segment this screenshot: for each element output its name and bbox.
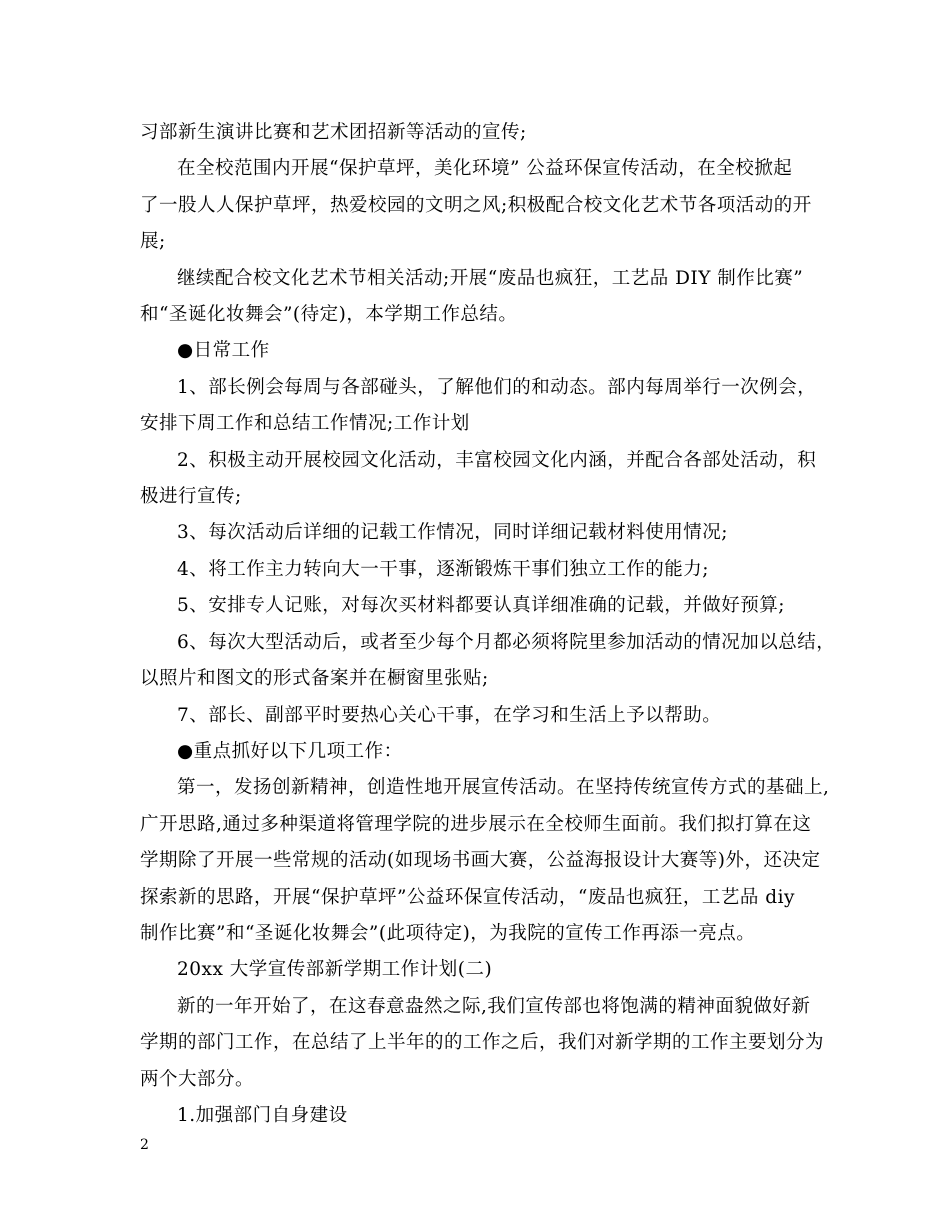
text-line: 制作比赛”和“圣诞化妆舞会”(此项待定)，为我院的宣传工作再添一亮点。 (140, 922, 756, 944)
text-line: 展; (140, 231, 166, 253)
text-line: 极进行宣传; (140, 486, 242, 508)
text-line: 学期除了开展一些常规的活动(如现场书画大赛，公益海报设计大赛等)外，还决定 (140, 850, 821, 872)
text-line: 新的一年开始了，在这春意盎然之际,我们宣传部也将饱满的精神面貌做好新 (177, 995, 811, 1017)
text-line: 2、积极主动开展校园文化活动，丰富校园文化内涵，并配合各部处活动，积 (177, 449, 817, 471)
text-line: 5、安排专人记账，对每次买材料都要认真详细准确的记载，并做好预算; (177, 595, 786, 617)
text-line: 7、部长、副部平时要热心关心干事，在学习和生活上予以帮助。 (177, 704, 722, 726)
text-line: 和“圣诞化妆舞会”(待定)，本学期工作总结。 (140, 304, 518, 326)
text-line: 1、部长例会每周与各部碰头，了解他们的和动态。部内每周举行一次例会， (177, 376, 817, 398)
text-line: 第一，发扬创新精神，创造性地开展宣传活动。在坚持传统宣传方式的基础上, (177, 777, 830, 799)
text-line: 广开思路,通过多种渠道将管理学院的进步展示在全校师生面前。我们拟打算在这 (140, 813, 812, 835)
text-line: 安排下周工作和总结工作情况;工作计划 (140, 413, 470, 435)
text-line: 1.加强部门自身建设 (177, 1104, 348, 1126)
text-line: 学期的部门工作，在总结了上半年的的工作之后，我们对新学期的工作主要划分为 (140, 1032, 825, 1054)
text-line: ●重点抓好以下几项工作： (177, 740, 403, 762)
text-line: 以照片和图文的形式备案并在橱窗里张贴; (140, 668, 489, 690)
text-line: 6、每次大型活动后，或者至少每个月都必须将院里参加活动的情况加以总结， (177, 631, 836, 653)
text-line: 两个大部分。 (140, 1068, 255, 1090)
text-line: 在全校范围内开展“保护草坪，美化环境” 公益环保宣传活动，在全校掀起 (177, 158, 793, 180)
text-line: ●日常工作 (177, 340, 270, 362)
text-line: 习部新生演讲比赛和艺术团招新等活动的宣传; (140, 122, 527, 143)
text-line: 3、每次活动后详细的记载工作情况，同时详细记载材料使用情况; (177, 522, 729, 544)
page-number: 2 (140, 1137, 149, 1153)
text-line: 继续配合校文化艺术节相关活动;开展“废品也疯狂，工艺品 DIY 制作比赛” (177, 267, 804, 289)
text-line: 4、将工作主力转向大一干事，逐渐锻炼干事们独立工作的能力; (177, 558, 710, 580)
document-body (140, 115, 836, 1134)
text-line: 了一股人人保护草坪，热爱校园的文明之风;积极配合校文化艺术节各项活动的开 (140, 194, 812, 216)
text-line: 探索新的思路，开展“保护草坪”公益环保宣传活动，“废品也疯狂，工艺品 diy (140, 886, 795, 908)
text-line: 20xx 大学宣传部新学期工作计划(二) (177, 959, 493, 981)
